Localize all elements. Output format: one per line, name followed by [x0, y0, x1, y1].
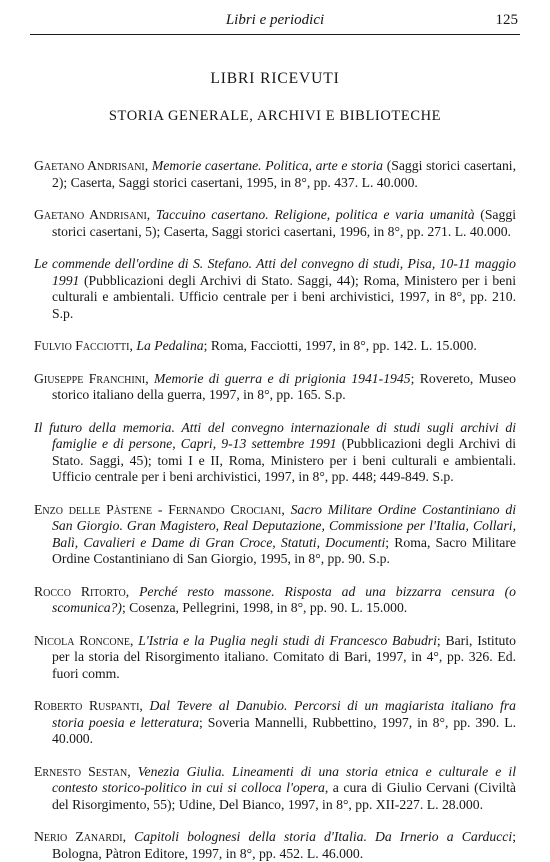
entry-author: Gaetano Andrisani — [34, 158, 145, 173]
bibliography-entry — [34, 584, 516, 617]
entry-author: Ernesto Sestan — [34, 763, 128, 779]
entry-separator: , — [144, 158, 152, 173]
entry-separator: , — [145, 370, 155, 386]
entry-details: (Saggi storici casertani, 5); Caserta, Saggi storici casertani, 1996, in 8°, pp. 271. L. 40.000. — [52, 207, 516, 239]
entry-separator: , — [146, 207, 156, 222]
running-title: Libri e periodici — [225, 12, 325, 28]
section-subtitle: STORIA GENERALE, ARCHIVI E BIBLIOTECHE — [108, 108, 442, 124]
page-number: 125 — [495, 12, 518, 28]
entry-details: ; Soveria Mannelli, Rubbettino, 1997, in 8°, pp. 390. L. 40.000. — [52, 714, 516, 746]
entry-details: (Pubblicazioni degli Archivi di Stato. Saggi, 45); tomi I e II, Roma, Ministero per i beni culturali e ambientali. Ufficio centrale per i beni archivistici, 1997, in 8°, pp. 448; 449-849. S.p. — [52, 436, 516, 484]
entry-separator: , — [129, 338, 137, 353]
entry-title: Perché resto massone. Risposta ad una bizzarra censura (o scomunica?) — [52, 583, 517, 615]
entry-title: L'Istria e la Puglia negli studi di Francesco Babudri — [138, 632, 437, 648]
bibliography-entry — [34, 256, 516, 322]
entry-separator: , — [127, 763, 138, 779]
entry-title: Sacro Militare Ordine Costantiniano di San Giorgio. Gran Magistero, Real Deputazione, Commissione per l'Italia, Collari, Balì, Cavalieri e Dame di Gran Croce, Statuti, Documenti — [52, 501, 517, 550]
entry-title: Venezia Giulia. Lineamenti di una storia etnica e culturale e il contesto storico-politico in cui si colloca l'opera — [52, 763, 516, 795]
bibliography-entry — [34, 420, 516, 486]
entry-separator: , — [139, 698, 150, 713]
bibliography-entry — [34, 338, 516, 355]
entry-title: Taccuino casertano. Religione, politica e varia umanità — [155, 207, 475, 222]
entry-author: Gaetano Andrisani — [34, 207, 147, 222]
entry-title: Capitoli bolognesi della storia d'Italia. Da Irnerio a Carducci — [134, 829, 513, 844]
entry-title: Le commende dell'ordine di S. Stefano. Atti del convegno di studi, Pisa, 10-11 maggio 1991 — [34, 256, 516, 288]
entry-details: ; Roma, Facciotti, 1997, in 8°, pp. 142. L. 15.000. — [203, 338, 477, 353]
entry-author: Nicola Roncone — [34, 632, 130, 648]
entry-details: ; Roma, Sacro Militare Ordine Costantiniano di San Giorgio, 1995, in 8°, pp. 90. S.p. — [52, 534, 516, 566]
entry-details: , a cura di Giulio Cervani (Civiltà del Risorgimento, 55); Udine, Del Bianco, 1997, in 8°, pp. XII-227. L. 28.000. — [52, 780, 516, 812]
entry-separator: , — [130, 632, 139, 648]
entry-author: Nerio Zanardi — [34, 829, 123, 844]
bibliography-entry — [34, 207, 516, 240]
bibliography-entry — [34, 371, 516, 404]
entry-author: Roberto Ruspanti — [34, 698, 140, 713]
entry-details: (Pubblicazioni degli Archivi di Stato. Saggi, 44); Roma, Ministero per i beni culturali e ambientali. Ufficio centrale per i beni archivistici, 1997, in 8°, pp. 210. S.p. — [52, 272, 516, 321]
entry-author: Fulvio Facciotti — [34, 338, 130, 353]
bibliography-entry — [34, 633, 516, 683]
entry-details: ; Rovereto, Museo storico italiano della guerra, 1997, in 8°, pp. 165. S.p. — [52, 370, 516, 402]
header-rule — [30, 34, 520, 35]
entry-author: Giuseppe Franchini — [34, 370, 146, 386]
entry-title: La Pedalina — [136, 338, 204, 353]
bibliography-entry — [34, 764, 516, 814]
running-header — [30, 10, 520, 32]
entry-separator: , — [122, 829, 135, 844]
bibliography-entry — [34, 158, 516, 191]
entry-details: ; Bologna, Pàtron Editore, 1997, in 8°, pp. 452. L. 46.000. — [52, 829, 516, 861]
bibliography-entry — [34, 502, 516, 568]
bibliography-entry — [34, 829, 516, 862]
entry-title: Il futuro della memoria. Atti del convegno internazionale di studi sugli archivi di famiglie e di persone, Capri, 9-13 settembre 1991 — [34, 419, 516, 451]
entry-details: (Saggi storici casertani, 2); Caserta, Saggi storici casertani, 1995, in 8°, pp. 437. L. 40.000. — [52, 158, 517, 190]
entry-author: Enzo delle Pàstene - Fernando Crociani — [34, 501, 282, 517]
entry-title: Dal Tevere al Danubio. Percorsi di un magiarista italiano fra storia poesia e letteratura — [52, 698, 516, 730]
bibliography-entry — [34, 698, 516, 748]
entry-details: ; Bari, Istituto per la storia del Risorgimento italiano. Comitato di Bari, 1997, in 4°, pp. 326. Ed. fuori comm. — [52, 632, 517, 681]
entry-separator: , — [125, 583, 140, 599]
entry-title: Memorie di guerra e di prigionia 1941-1945 — [154, 370, 411, 386]
section-title: LIBRI RICEVUTI — [210, 70, 340, 87]
bibliography-list — [34, 158, 516, 862]
entry-details: ; Cosenza, Pellegrini, 1998, in 8°, pp. 90. L. 15.000. — [121, 600, 408, 615]
entry-title: Memorie casertane. Politica, arte e storia — [151, 158, 384, 173]
entry-separator: , — [281, 501, 291, 517]
entry-author: Rocco Ritorto — [34, 583, 126, 599]
